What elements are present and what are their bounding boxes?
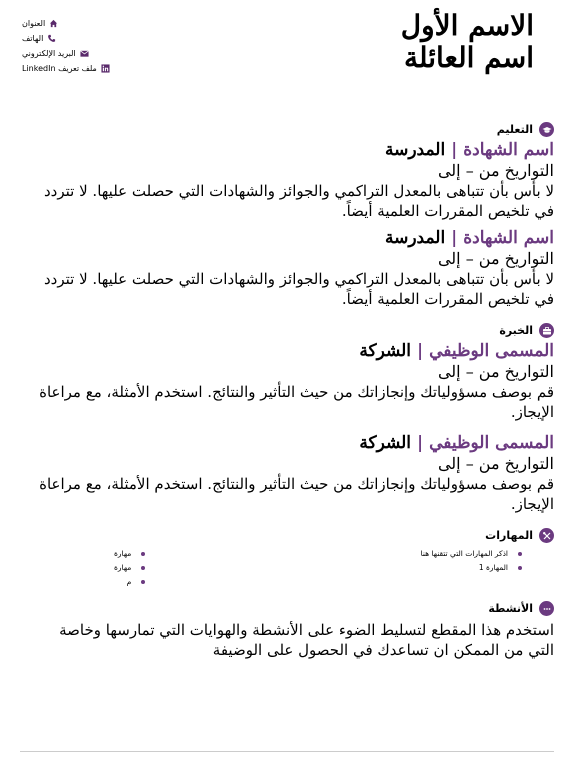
separator: | [416, 433, 424, 453]
footer-divider [20, 751, 554, 752]
entry-description: لا بأس بأن تتباهى بالمعدل التراكمي والجوائز والشهادات التي حصلت عليها. لا تتردد في تلخيص المقررات العلمية أيضاً. [44, 182, 554, 220]
entry-dates: التواريخ من – إلى [437, 161, 554, 180]
degree-name: اسم الشهادة [463, 140, 554, 160]
skill-item: م [114, 575, 147, 589]
more-icon [539, 601, 554, 616]
phone-icon [47, 34, 56, 43]
separator: | [416, 341, 424, 361]
skills-column-1 [421, 547, 524, 589]
contact-linkedin [22, 61, 110, 76]
separator: | [451, 140, 458, 160]
contact-email [22, 46, 110, 61]
entry-dates: التواريخ من – إلى [437, 454, 554, 473]
home-icon [49, 19, 58, 28]
experience-title: الخبرة [499, 324, 533, 337]
skill-item: مهارة [114, 547, 147, 561]
skills-heading [34, 528, 554, 543]
linkedin-icon [101, 64, 110, 73]
contact-info [22, 16, 110, 76]
address-text: العنوان [22, 19, 46, 28]
entry-title [34, 432, 554, 454]
education-section [34, 122, 554, 309]
degree-name: اسم الشهادة [463, 228, 554, 248]
first-name: الاسم الأول [400, 9, 534, 42]
experience-heading [34, 323, 554, 338]
activities-title: الأنشطة [488, 602, 533, 615]
school-name: المدرسة [384, 228, 446, 248]
contact-phone [22, 31, 110, 46]
skill-item: اذكر المهارات التي تتقنها هنا [421, 547, 524, 561]
email-icon [80, 49, 89, 58]
entry-title [34, 340, 554, 362]
entry-dates: التواريخ من – إلى [437, 249, 554, 268]
phone-text: الهاتف [22, 34, 44, 43]
briefcase-icon [539, 323, 554, 338]
skills-column-2 [114, 547, 147, 589]
company-name: الشركة [359, 341, 412, 361]
tools-icon [539, 528, 554, 543]
skills-title: المهارات [485, 529, 533, 542]
education-title: التعليم [496, 123, 533, 136]
activities-section [34, 601, 554, 660]
skill-item: مهارة [114, 561, 147, 575]
education-entry [34, 227, 554, 309]
job-title: المسمى الوظيفي [429, 341, 554, 361]
entry-description: لا بأس بأن تتباهى بالمعدل التراكمي والجوائز والشهادات التي حصلت عليها. لا تتردد في تلخيص المقررات العلمية أيضاً. [44, 270, 554, 308]
resume-header [22, 0, 554, 108]
company-name: الشركة [359, 433, 412, 453]
skill-item: المهارة 1 [421, 561, 524, 575]
experience-entry [34, 432, 554, 514]
job-title: المسمى الوظيفي [429, 433, 554, 453]
education-entry [34, 139, 554, 221]
activities-heading [34, 601, 554, 616]
graduation-cap-icon [539, 122, 554, 137]
linkedin-text: ملف تعريف LinkedIn [22, 64, 97, 73]
entry-dates: التواريخ من – إلى [437, 362, 554, 381]
contact-address [22, 16, 110, 31]
separator: | [451, 228, 458, 248]
entry-description: قم بوصف مسؤولياتك وإنجازاتك من حيث التأثير والنتائج. استخدم الأمثلة، مع مراعاة الإيجاز. [39, 383, 554, 421]
entry-description: قم بوصف مسؤولياتك وإنجازاتك من حيث التأثير والنتائج. استخدم الأمثلة، مع مراعاة الإيجاز. [39, 475, 554, 513]
last-name: اسم العائلة [403, 41, 534, 74]
email-text: البريد الإلكتروني [22, 49, 76, 58]
skills-list [34, 543, 554, 589]
skills-section [34, 528, 554, 589]
experience-entry [34, 340, 554, 422]
full-name [401, 10, 534, 74]
experience-section [34, 323, 554, 514]
entry-title [34, 227, 554, 249]
entry-title [34, 139, 554, 161]
school-name: المدرسة [384, 140, 446, 160]
activities-description: استخدم هذا المقطع لتسليط الضوء على الأنشطة والهوايات التي تمارسها وخاصة التي من الممكن ان تساعدك في الحصول على الوضيفة [59, 621, 554, 659]
education-heading [34, 122, 554, 137]
